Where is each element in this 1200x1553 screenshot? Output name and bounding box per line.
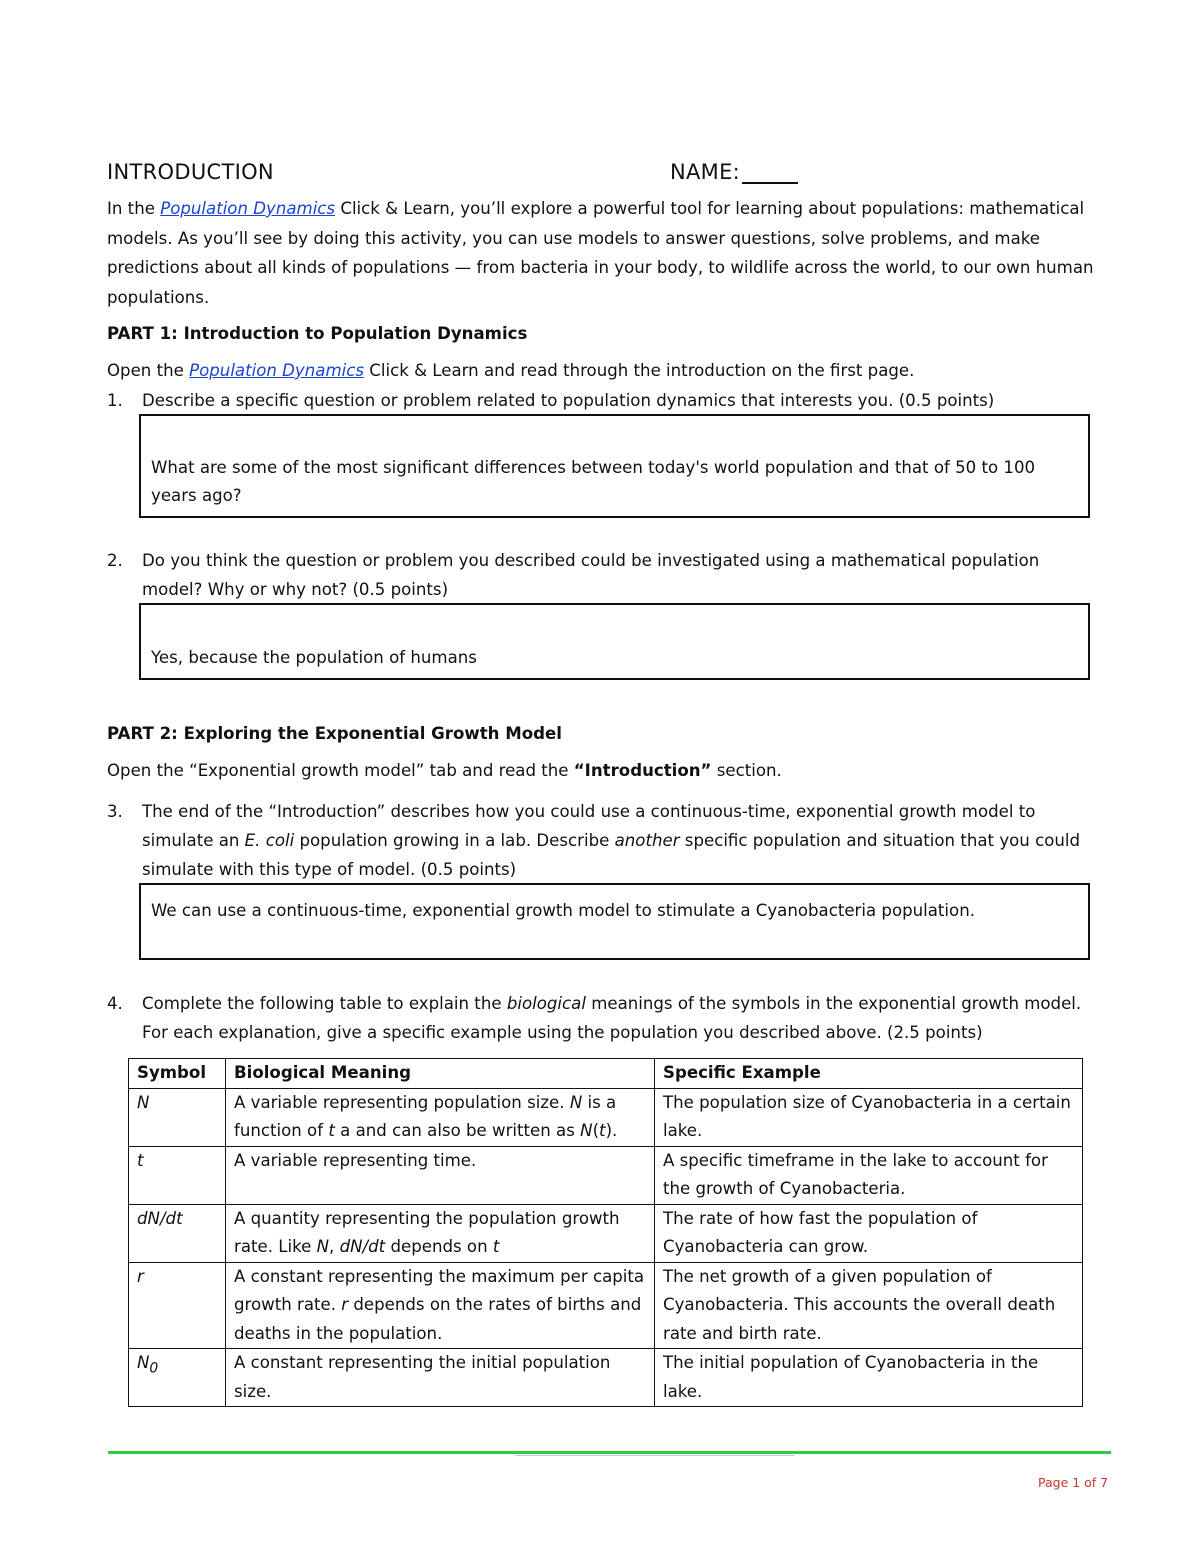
table-row xyxy=(129,1088,1083,1146)
symbol-cell: $N_0$ xyxy=(129,1349,226,1407)
answer-box-1[interactable]: What are some of the most significant differences between today's world population and that of 50 to 100 years ago? xyxy=(139,414,1090,518)
table-row xyxy=(129,1204,1083,1262)
question-4: 4. Complete the following table to explain the biological meanings of the symbols in the exponential growth model. For each explanation, give a specific example using the population you described above. (2.5 points) xyxy=(107,994,1082,1042)
name-label: NAME: xyxy=(670,160,798,184)
symbol-cell: N xyxy=(129,1088,226,1146)
symbol-cell: t xyxy=(129,1146,226,1204)
header-meaning: Biological Meaning xyxy=(226,1059,655,1089)
meaning-cell[interactable]: A variable representing population size. N is a function of t a and can also be written as N(t). xyxy=(226,1088,655,1146)
table-header-row xyxy=(129,1059,1083,1089)
symbol-cell: r xyxy=(129,1262,226,1349)
name-blank[interactable] xyxy=(742,162,798,184)
meaning-cell[interactable]: A quantity representing the population growth rate. Like N, dN/dt depends on t xyxy=(226,1204,655,1262)
example-cell[interactable]: The initial population of Cyanobacteria in the lake. xyxy=(655,1349,1083,1407)
footer-divider xyxy=(108,1451,1111,1454)
question-3: 3. The end of the “Introduction” describes how you could use a continuous-time, exponential growth model to simulate an E. coli population growing in a lab. Describe another specific population and situation that you could simulate with this type of model. (0.5 points) xyxy=(107,802,1081,879)
answer-box-2[interactable]: Yes, because the population of humans xyxy=(139,603,1090,680)
intro-paragraph: In the Population Dynamics Click & Learn, you’ll explore a powerful tool for learning about populations: mathematical models. As you’ll see by doing this activity, you can use models to answer questions, solve problems, and make predictions about all kinds of populations — from bacteria in your body, to wildlife across the world, to our own human populations. xyxy=(107,199,1094,307)
symbol-cell: dN/dt xyxy=(129,1204,226,1262)
answer-box-3[interactable]: We can use a continuous-time, exponential growth model to stimulate a Cyanobacteria population. xyxy=(139,883,1090,960)
header-symbol: Symbol xyxy=(129,1059,226,1089)
page-number: Page 1 of 7 xyxy=(1038,1475,1109,1490)
table-row xyxy=(129,1262,1083,1349)
example-cell[interactable]: The rate of how fast the population of Cyanobacteria can grow. xyxy=(655,1204,1083,1262)
population-dynamics-link[interactable]: Population Dynamics xyxy=(160,199,336,218)
part1-title: PART 1: Introduction to Population Dynamics xyxy=(107,324,528,343)
symbols-table xyxy=(128,1058,1083,1407)
page-title: INTRODUCTION xyxy=(107,160,274,184)
question-2: 2. Do you think the question or problem you described could be investigated using a mathematical population model? Why or why not? (0.5 points) xyxy=(107,551,1040,599)
table-row xyxy=(129,1349,1083,1407)
part1-instruction: Open the Population Dynamics Click & Learn and read through the introduction on the first page. xyxy=(107,361,915,380)
part2-title: PART 2: Exploring the Exponential Growth Model xyxy=(107,724,562,743)
example-cell[interactable]: The net growth of a given population of Cyanobacteria. This accounts the overall death rate and birth rate. xyxy=(655,1262,1083,1349)
footer-divider-gray xyxy=(515,1455,795,1456)
population-dynamics-link-2[interactable]: Population Dynamics xyxy=(189,361,364,380)
meaning-cell[interactable]: A variable representing time. xyxy=(226,1146,655,1204)
meaning-cell[interactable]: A constant representing the maximum per capita growth rate. r depends on the rates of births and deaths in the population. xyxy=(226,1262,655,1349)
part2-instruction: Open the “Exponential growth model” tab and read the “Introduction” section. xyxy=(107,761,782,780)
example-cell[interactable]: The population size of Cyanobacteria in a certain lake. xyxy=(655,1088,1083,1146)
question-1: 1. Describe a specific question or problem related to population dynamics that interests you. (0.5 points) xyxy=(107,391,995,410)
meaning-cell[interactable]: A constant representing the initial population size. xyxy=(226,1349,655,1407)
example-cell[interactable]: A specific timeframe in the lake to account for the growth of Cyanobacteria. xyxy=(655,1146,1083,1204)
table-row xyxy=(129,1146,1083,1204)
header-example: Specific Example xyxy=(655,1059,1083,1089)
